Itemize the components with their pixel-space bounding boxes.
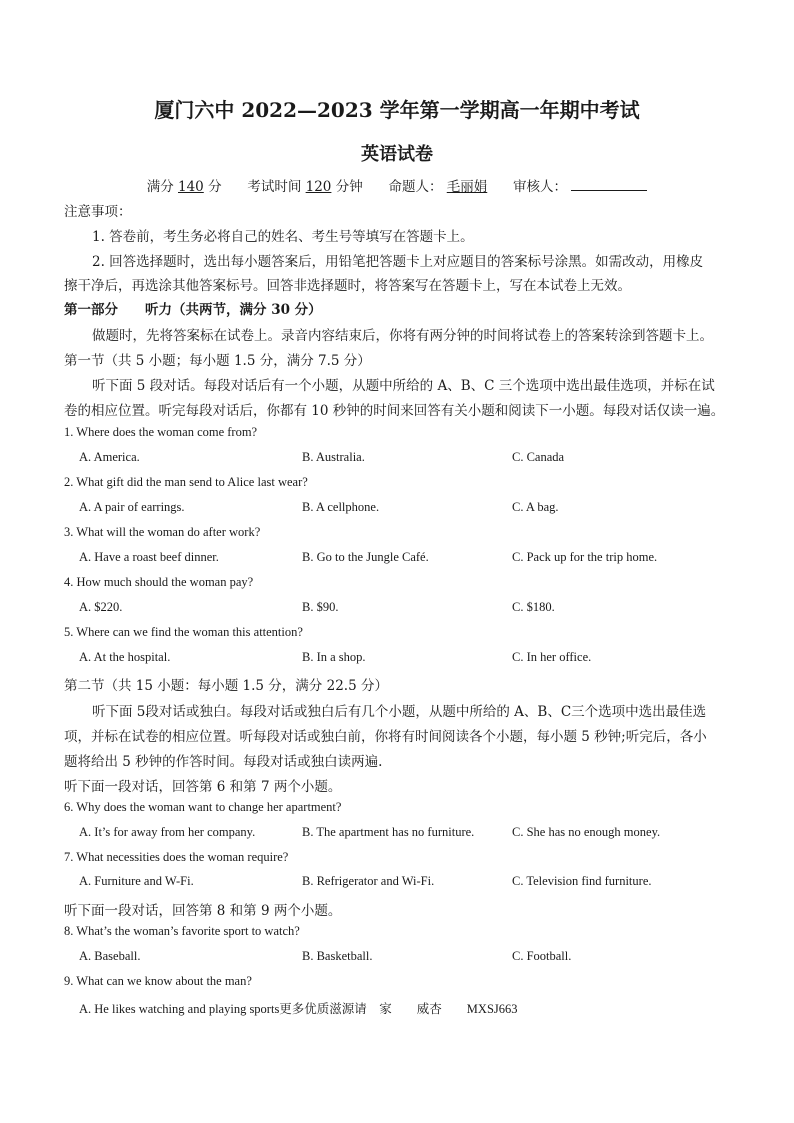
question-5-option-c: C. In her office. (512, 650, 592, 664)
author-name: 毛丽娟 (446, 179, 488, 195)
question-9: 9. What can we know about the man? (64, 974, 252, 988)
section1-instructions-line-2: 卷的相应位置。听完每段对话后，你都有 10 秒钟的时间来回答有关小题和阅读下一小题。每段对话仅读一遍。 (64, 403, 725, 419)
exam-title: 厦门六中 2022—2023 学年第一学期高一年期中考试 (154, 98, 640, 122)
question-2-option-c: C. A bag. (512, 500, 559, 514)
full-score-label: 满分 (146, 179, 174, 195)
exam-meta (0, 175, 794, 195)
question-7-option-c: C. Television find furniture. (512, 874, 652, 888)
notes-item-2-line-2: 擦干净后，再选涂其他答案标号。回答非选择题时，将答案写在答题卡上，写在本试卷上无效。 (64, 278, 631, 294)
question-6-option-b: B. The apartment has no furniture. (302, 825, 475, 839)
question-2-option-a: A. A pair of earrings. (79, 500, 185, 514)
question-1-option-a: A. America. (79, 450, 140, 464)
section2-instructions-line-2: 项，并标在试卷的相应位置。听每段对话或独白前，你将有时间阅读各个小题，每小题 5 秒钟;听完后，各小 (64, 729, 707, 745)
question-1-option-b: B. Australia. (302, 450, 365, 464)
full-score-unit: 分 (208, 179, 222, 195)
question-3-option-a: A. Have a roast beef dinner. (79, 550, 219, 564)
section1-instructions-line-1: 听下面 5 段对话。每段对话后有一个小题，从题中所给的 A、B、C 三个选项中选出最佳选项，并标在试 (92, 378, 715, 394)
notes-item-1: 1. 答卷前，考生务必将自己的姓名、考生号等填写在答题卡上。 (92, 229, 474, 245)
part1-intro: 做题时，先将答案标在试卷上。录音内容结束后，你将有两分钟的时间将试卷上的答案转涂到答题卡上。 (92, 328, 713, 344)
part1-heading: 第一部分 听力（共两节，满分 30 分） (64, 302, 322, 318)
question-1: 1. Where does the woman come from? (64, 425, 258, 439)
question-8-option-b: B. Basketball. (302, 949, 373, 963)
question-7-option-a: A. Furniture and W-Fi. (79, 874, 194, 888)
question-2: 2. What gift did the man send to Alice last wear? (64, 475, 308, 489)
group-instructions-6-7: 听下面一段对话，回答第 6 和第 7 两个小题。 (64, 779, 342, 795)
question-7-option-b: B. Refrigerator and Wi-Fi. (302, 874, 435, 888)
question-4-option-a: A. $220. (79, 600, 123, 614)
notes-item-2-line-1: 2. 回答选择题时，选出每小题答案后，用铅笔把答题卡上对应题目的答案标号涂黑。如需改动，用橡皮 (92, 254, 704, 270)
section2-instructions-line-3: 题将给出 5 秒钟的作答时间。每段对话或独白读两遍. (64, 754, 383, 770)
question-8: 8. What’s the woman’s favorite sport to watch? (64, 924, 300, 938)
section2-heading: 第二节（共 15 小题：每小题 1.5 分，满分 22.5 分） (64, 678, 388, 694)
question-9-option-a: A. He likes watching and playing sports更多优质滋源请 家 威杏 MXSJ663 (79, 1002, 518, 1016)
question-4-option-b: B. $90. (302, 600, 339, 614)
question-4-option-c: C. $180. (512, 600, 555, 614)
group-instructions-8-9: 听下面一段对话，回答第 8 和第 9 两个小题。 (64, 903, 342, 919)
question-6-option-c: C. She has no enough money. (512, 825, 661, 839)
exam-subtitle: 英语试卷 (361, 144, 433, 165)
section2-instructions-line-1: 听下面 5段对话或独白。每段对话或独白后有几个小题，从题中所给的 A、B、C三个选项中选出最佳选 (92, 704, 707, 720)
question-6: 6. Why does the woman want to change her apartment? (64, 800, 342, 814)
question-8-option-a: A. Baseball. (79, 949, 141, 963)
exam-time-label: 考试时间 (247, 179, 302, 195)
reviewer-label: 审核人： (513, 179, 567, 195)
question-5-option-b: B. In a shop. (302, 650, 366, 664)
reviewer-blank (571, 178, 647, 191)
question-3-option-b: B. Go to the Jungle Café. (302, 550, 429, 564)
question-3: 3. What will the woman do after work? (64, 525, 261, 539)
exam-time-value: 120 (305, 179, 332, 195)
notes-heading: 注意事项： (64, 204, 132, 220)
question-2-option-b: B. A cellphone. (302, 500, 380, 514)
question-8-option-c: C. Football. (512, 949, 572, 963)
section1-heading: 第一节（共 5 小题；每小题 1.5 分，满分 7.5 分） (64, 353, 371, 369)
question-7: 7. What necessities does the woman require? (64, 850, 289, 864)
question-5-option-a: A. At the hospital. (79, 650, 171, 664)
question-6-option-a: A. It’s for away from her company. (79, 825, 256, 839)
author-label: 命题人： (388, 179, 443, 195)
question-1-option-c: C. Canada (512, 450, 565, 464)
question-4: 4. How much should the woman pay? (64, 575, 254, 589)
question-3-option-c: C. Pack up for the trip home. (512, 550, 658, 564)
exam-time-unit: 分钟 (335, 179, 363, 195)
full-score-value: 140 (178, 179, 204, 195)
question-5: 5. Where can we find the woman this attention? (64, 625, 303, 639)
